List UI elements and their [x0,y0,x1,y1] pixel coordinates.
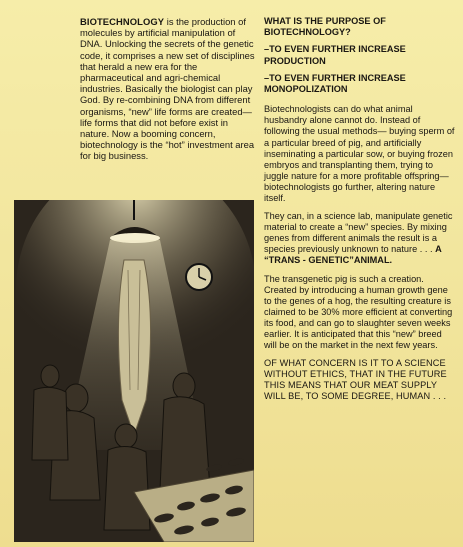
paragraph-transgenetic-pig: The transgenetic pig is such a creation. Created by introducing a human growth gene to the genes of a hog, the resulting creature is claimed to be 30% more efficient at converting its food, and can go to slaughter seven weeks earlier. It is anticipated that this “new” breed will be on the market in the next few years. [264,273,453,351]
paragraph-husbandry: Biotechnologists can do what animal husbandry alone cannot do. Instead of following the usual methods— buying sperm of a particular breed of pig, and artificially inseminating a particular sow, or buying frozen embryos and transplanting them, trying to juggle nature for a more profitable offspring— biotechnologists go further, altering nature itself. [264,104,455,203]
new-species-text: They can, in a science lab, manipulate genetic material to create a “new” species. By mixing genes from different animals the result is a species previously unknown to nature . . . [264,211,453,255]
lab-scene-drawing [14,200,254,542]
intro-paragraph [80,16,258,162]
purpose-point-production: –TO EVEN FURTHER INCREASE PRODUCTION [264,44,406,66]
purpose-heading: WHAT IS THE PURPOSE OF BIOTECHNOLOGY? [264,16,386,38]
closing-concern: OF WHAT CONCERN IS IT TO A SCIENCE WITHOUT ETHICS, THAT IN THE FUTURE THIS MEANS THAT OUR MEAT SUPPLY WILL BE, TO SOME DEGREE, HUMAN . . . [264,358,447,402]
right-column [264,16,456,410]
intro-body: is the production of molecules by artificial manipulation of DNA. Unlocking the secrets of the genetic code, it comprises a new set of disciplines that herald a new era for the pharmaceutical and agri-chemical industries. Basically the biologist can play God. By re-combining DNA from different organisms, “new” life forms are created—life forms that did not before exist in nature. Now a booming concern, biotechnology is the “hot” investment area for big business. [80,16,255,162]
intro-lead: BIOTECHNOLOGY [80,16,165,27]
lab-illustration [14,200,254,542]
transgenetic-animal-label: A “TRANS - GENETIC”ANIMAL. [264,244,442,266]
paragraph-new-species [264,211,456,266]
purpose-point-monopolization: –TO EVEN FURTHER INCREASE MONOPOLIZATION [264,72,406,95]
